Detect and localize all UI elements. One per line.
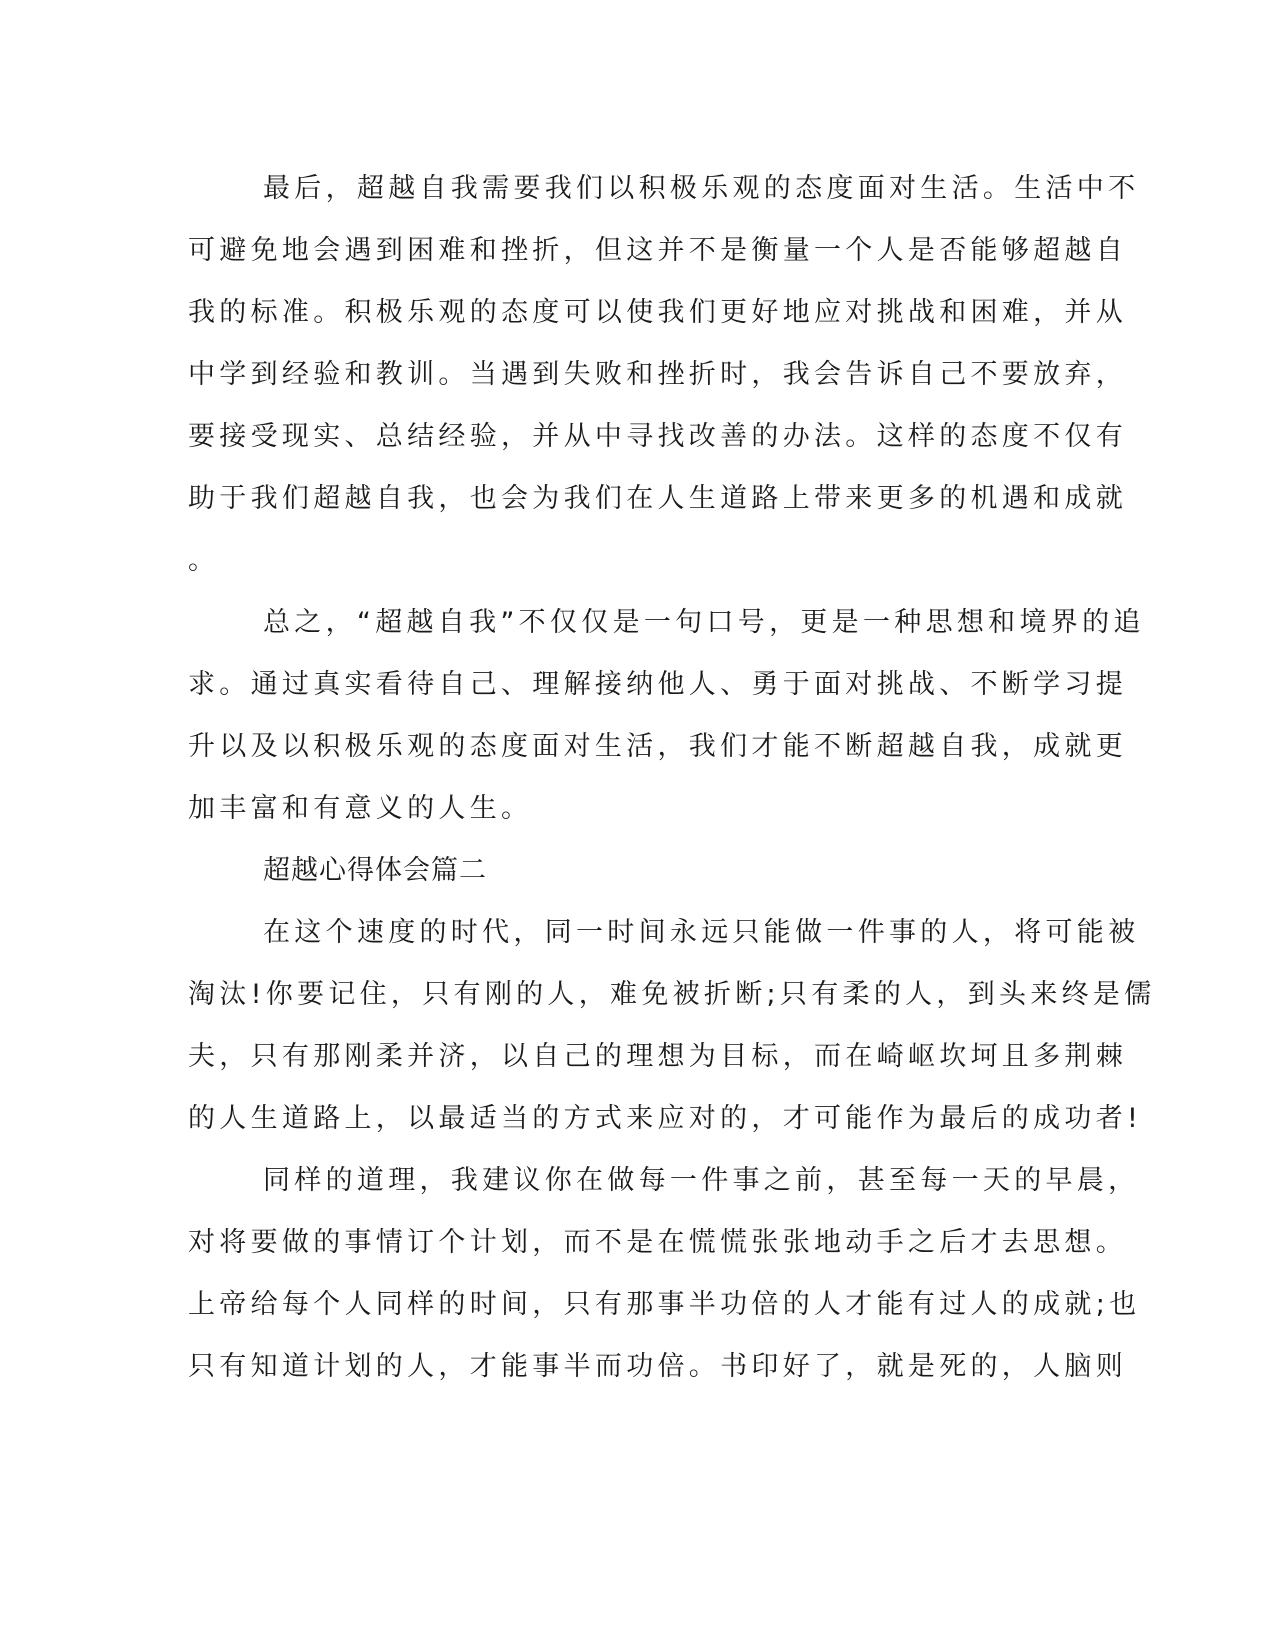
document-body <box>188 158 1156 1398</box>
section-heading: 超越心得体会篇二 <box>263 855 487 886</box>
text-line: 总之，“超越自我”不仅仅是一句口号，更是一种思想和境界的追 <box>263 607 1145 638</box>
text-line: 我的标准。积极乐观的态度可以使我们更好地应对挑战和困难，并从 <box>188 297 1127 328</box>
text-line: 最后，超越自我需要我们以积极乐观的态度面对生活。生活中不 <box>263 173 1140 204</box>
text-line: 升以及以积极乐观的态度面对生活，我们才能不断超越自我，成就更 <box>188 731 1127 762</box>
text-line: 淘汰!你要记住，只有刚的人，难免被折断;只有柔的人，到头来终是儒 <box>188 979 1156 1010</box>
text-line: 同样的道理，我建议你在做每一件事之前，甚至每一天的早晨， <box>263 1165 1140 1196</box>
text-line: 只有知道计划的人，才能事半而功倍。书印好了，就是死的，人脑则 <box>188 1351 1127 1382</box>
text-line: 助于我们超越自我，也会为我们在人生道路上带来更多的机遇和成就 <box>188 483 1127 514</box>
text-line: 要接受现实、总结经验，并从中寻找改善的办法。这样的态度不仅有 <box>188 421 1127 452</box>
text-line: 可避免地会遇到困难和挫折，但这并不是衡量一个人是否能够超越自 <box>188 235 1127 266</box>
text-line: 夫，只有那刚柔并济，以自己的理想为目标，而在崎岖坎坷且多荆棘 <box>188 1041 1127 1072</box>
text-line: 在这个速度的时代，同一时间永远只能做一件事的人，将可能被 <box>263 917 1140 948</box>
text-line: 上帝给每个人同样的时间，只有那事半功倍的人才能有过人的成就;也 <box>188 1289 1141 1320</box>
text-line: 中学到经验和教训。当遇到失败和挫折时，我会告诉自己不要放弃， <box>188 359 1127 390</box>
text-line: 对将要做的事情订个计划，而不是在慌慌张张地动手之后才去思想。 <box>188 1227 1127 1258</box>
text-line: 的人生道路上，以最适当的方式来应对的，才可能作为最后的成功者! <box>188 1103 1143 1134</box>
text-line: 加丰富和有意义的人生。 <box>188 793 533 824</box>
text-line: 。 <box>188 545 220 576</box>
text-line: 求。通过真实看待自己、理解接纳他人、勇于面对挑战、不断学习提 <box>188 669 1127 700</box>
